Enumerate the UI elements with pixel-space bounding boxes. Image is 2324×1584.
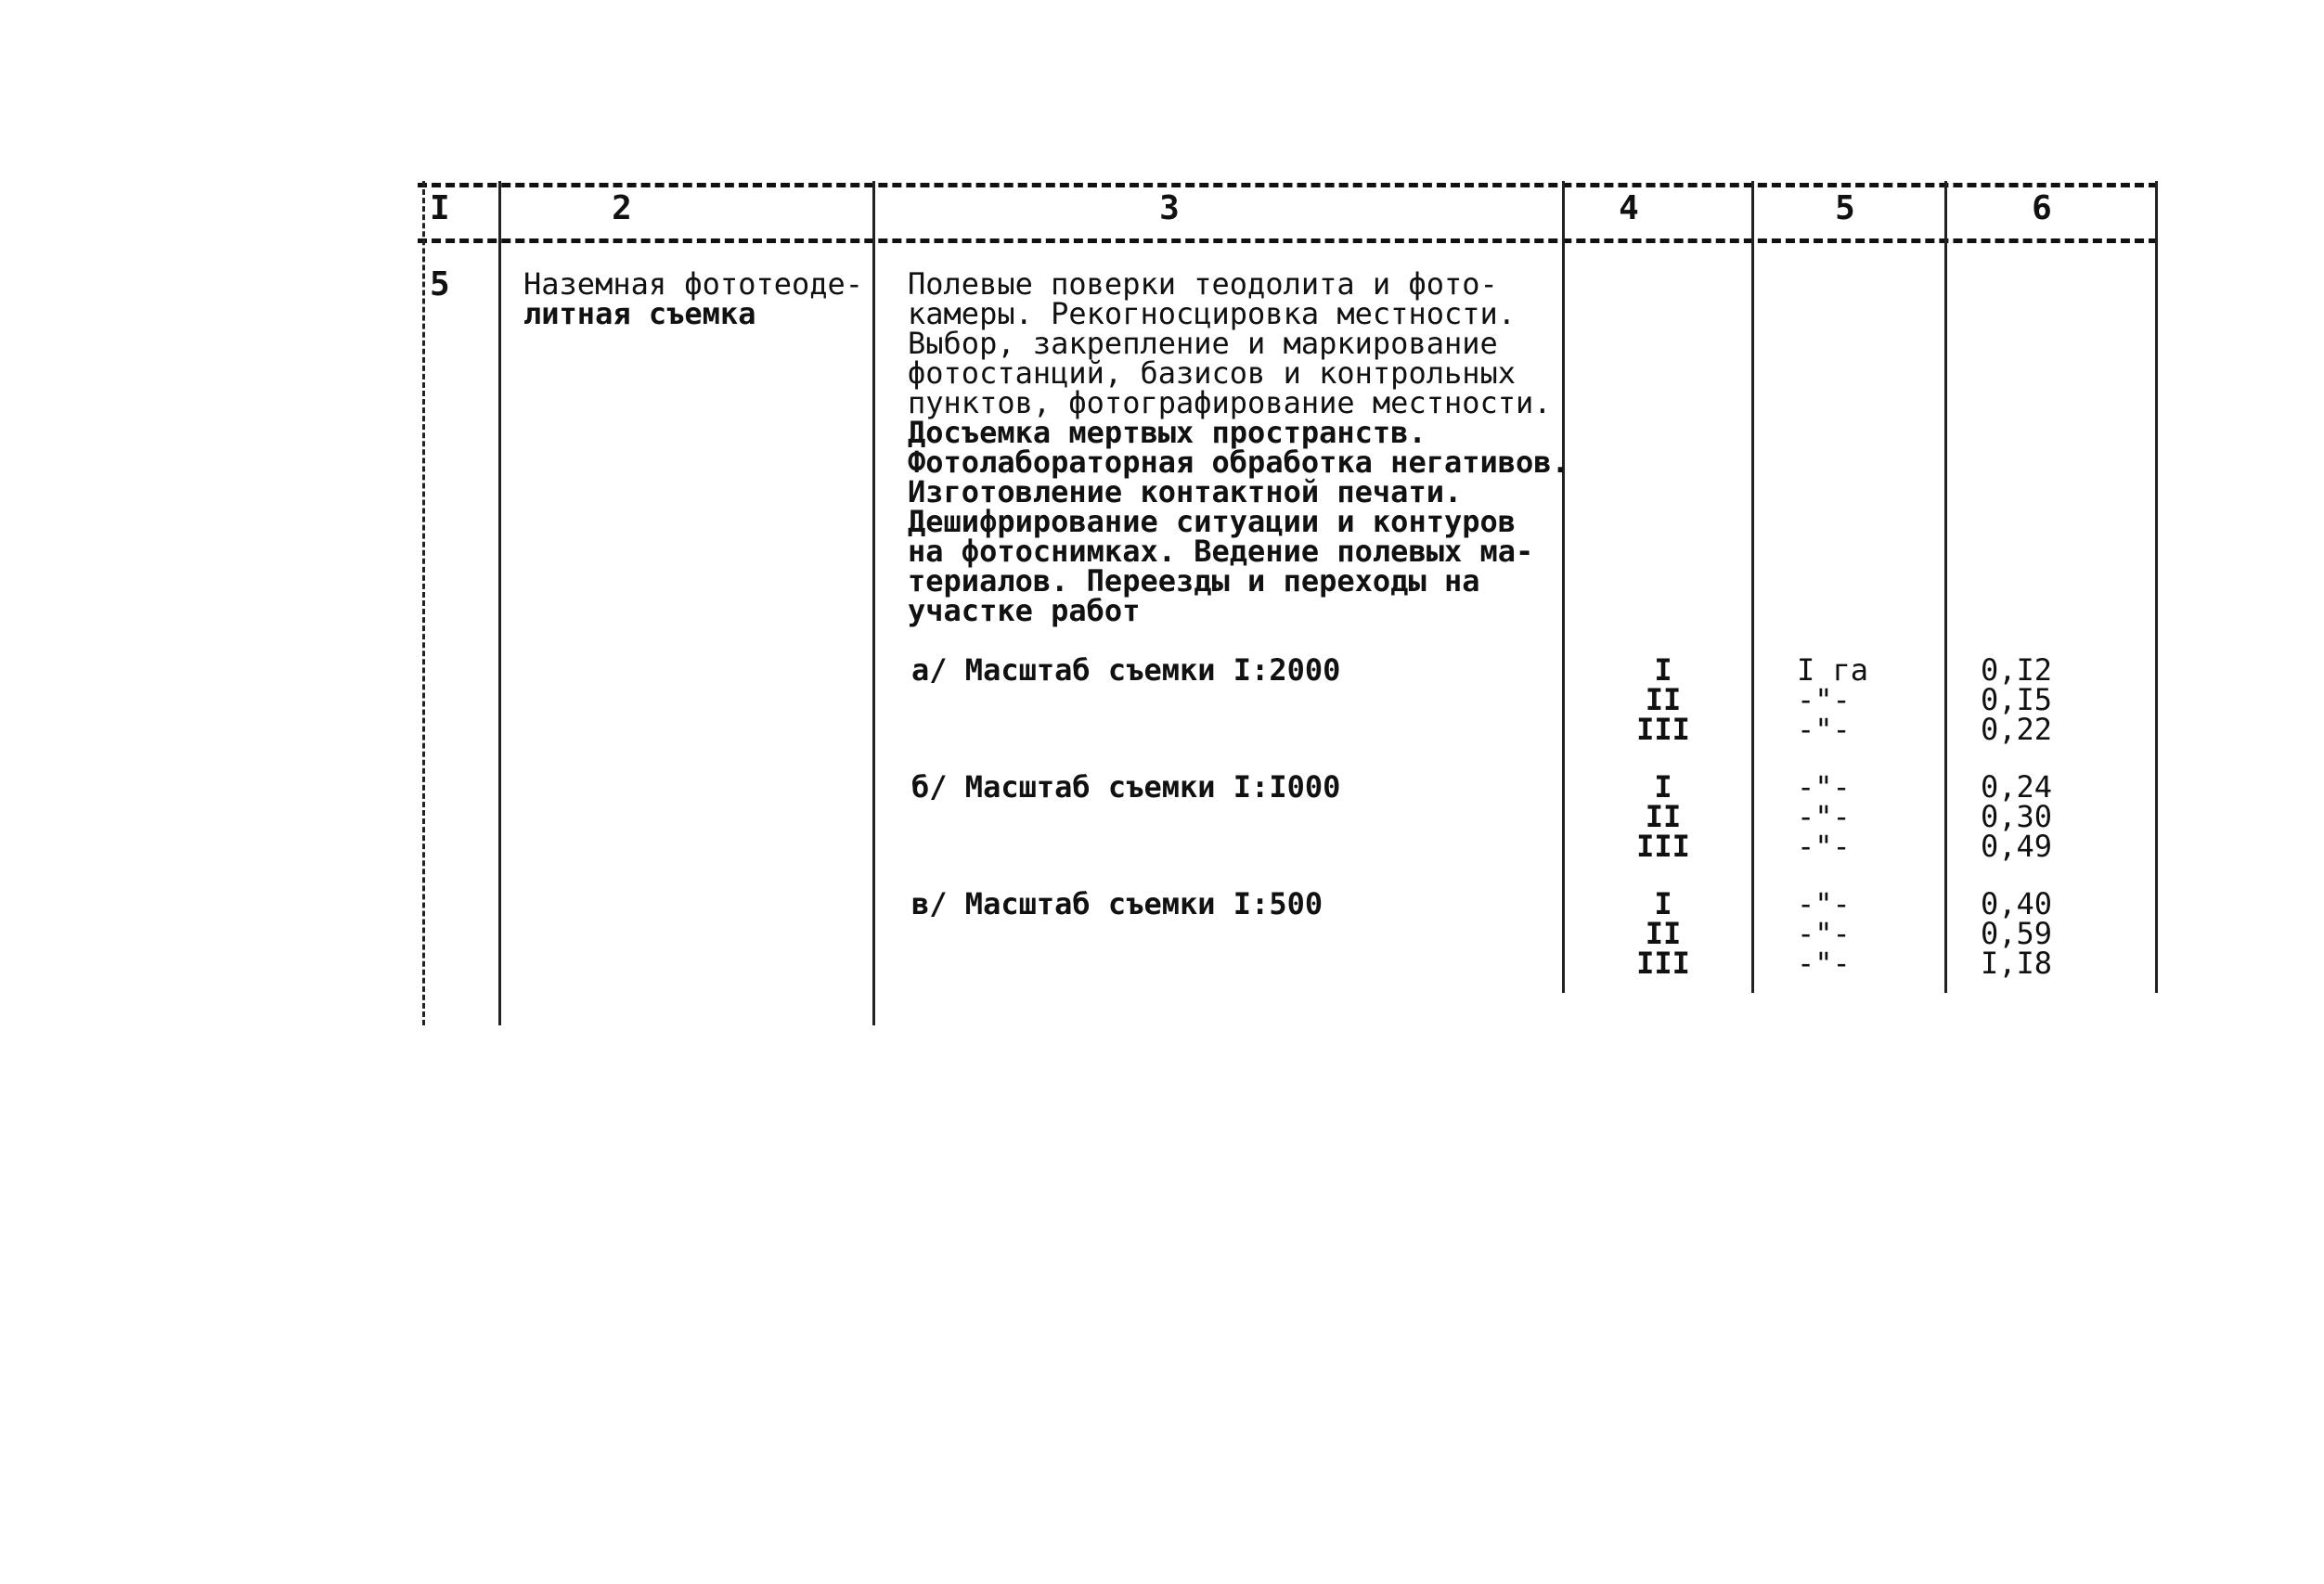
subitem-a-unit: -"- <box>1797 712 1851 747</box>
column-rule-1-2 <box>498 181 501 1025</box>
header-col-1: I <box>430 189 450 227</box>
subitem-c-category: I <box>1654 886 1672 921</box>
subitem-c-category: III <box>1636 946 1690 981</box>
subitem-b-label: б/ Масштаб съемки I:I000 <box>911 769 1341 805</box>
description-line: териалов. Переезды и переходы на <box>908 563 1480 599</box>
subitem-b-unit: -"- <box>1797 799 1851 834</box>
subitem-c-unit: -"- <box>1797 916 1851 951</box>
description-line: фотостанций, базисов и контрольных <box>908 355 1517 391</box>
header-col-2: 2 <box>612 189 632 227</box>
description-line: участке работ <box>908 593 1141 628</box>
subitem-a-unit: I га <box>1797 652 1869 688</box>
subitem-a-value: 0,I2 <box>1981 652 2053 688</box>
subitem-b-value: 0,24 <box>1981 769 2053 805</box>
subitem-c-category: II <box>1645 916 1682 951</box>
subitem-b-value: 0,49 <box>1981 829 2053 864</box>
description-line: Досъемка мертвых пространств. <box>908 415 1427 450</box>
subitem-a-value: 0,22 <box>1981 712 2053 747</box>
table-top-rule <box>418 183 2158 187</box>
subitem-b-category: I <box>1654 769 1672 805</box>
description-line: Дешифрирование ситуации и контуров <box>908 504 1517 539</box>
description-line: Выбор, закрепление и маркирование <box>908 326 1498 361</box>
column-rule-left <box>422 181 425 1025</box>
work-name-line-1: Наземная фототеоде- <box>523 266 864 302</box>
column-rule-2-3 <box>872 181 875 1025</box>
subitem-a-label: а/ Масштаб съемки I:2000 <box>911 652 1341 688</box>
work-name-line-2: литная съемка <box>523 296 756 331</box>
subitem-c-unit: -"- <box>1797 886 1851 921</box>
description-line: Полевые поверки теодолита и фото- <box>908 266 1498 302</box>
row-number: 5 <box>430 265 450 303</box>
column-rule-5-6 <box>1944 181 1947 993</box>
subitem-a-category: II <box>1645 682 1682 717</box>
column-rule-4-5 <box>1751 181 1754 993</box>
header-col-5: 5 <box>1835 189 1855 227</box>
subitem-c-unit: -"- <box>1797 946 1851 981</box>
header-bottom-rule <box>418 238 2158 243</box>
description-line: Фотолабораторная обработка негативов. <box>908 444 1569 480</box>
description-line: Изготовление контактной печати. <box>908 474 1463 509</box>
subitem-c-value: I,I8 <box>1981 946 2053 981</box>
subitem-a-value: 0,I5 <box>1981 682 2053 717</box>
column-rule-right <box>2155 181 2158 993</box>
column-rule-3-4 <box>1562 181 1565 993</box>
header-col-3: 3 <box>1159 189 1180 227</box>
subitem-b-category: II <box>1645 799 1682 834</box>
subitem-c-label: в/ Масштаб съемки I:500 <box>911 886 1323 921</box>
description-line: пунктов, фотографирование местности. <box>908 385 1552 420</box>
subitem-c-value: 0,59 <box>1981 916 2053 951</box>
subitem-b-unit: -"- <box>1797 769 1851 805</box>
subitem-a-category: I <box>1654 652 1672 688</box>
subitem-a-unit: -"- <box>1797 682 1851 717</box>
description-line: на фотоснимках. Ведение полевых ма- <box>908 534 1534 569</box>
header-col-4: 4 <box>1619 189 1639 227</box>
description-line: камеры. Рекогносцировка местности. <box>908 296 1517 331</box>
subitem-b-value: 0,30 <box>1981 799 2053 834</box>
subitem-b-category: III <box>1636 829 1690 864</box>
subitem-c-value: 0,40 <box>1981 886 2053 921</box>
subitem-a-category: III <box>1636 712 1690 747</box>
header-col-6: 6 <box>2032 189 2052 227</box>
subitem-b-unit: -"- <box>1797 829 1851 864</box>
